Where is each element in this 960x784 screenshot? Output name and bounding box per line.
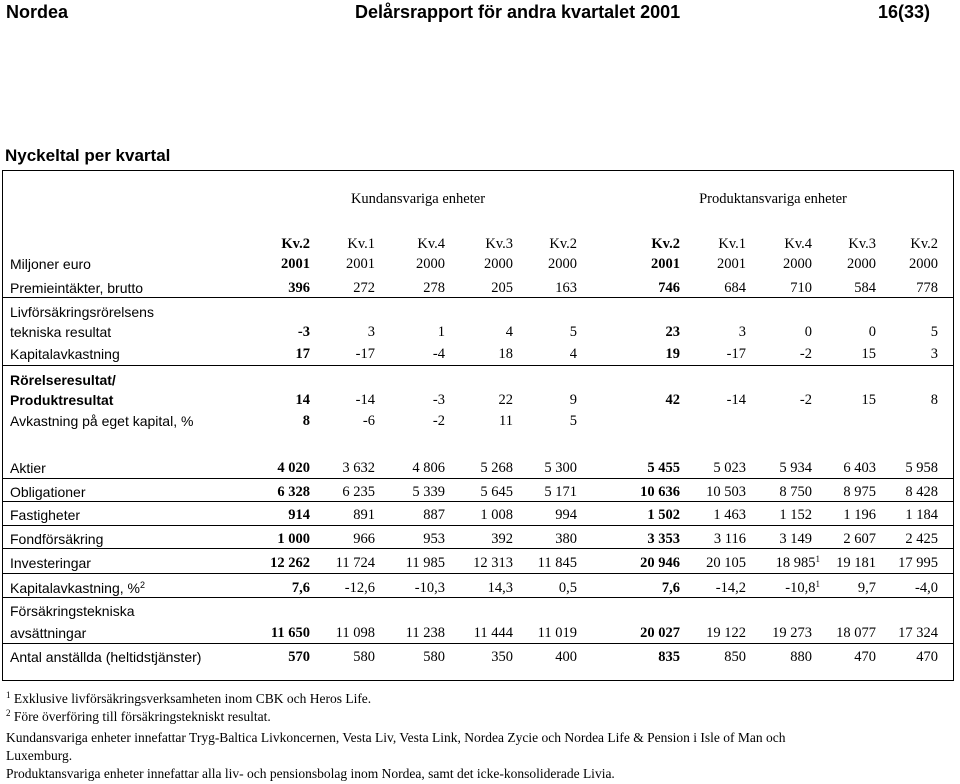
table-cell: 11 238 bbox=[405, 625, 445, 641]
table-cell: 8 750 bbox=[779, 484, 812, 500]
row-divider bbox=[2, 478, 954, 479]
table-cell: 12 262 bbox=[270, 555, 310, 571]
footnote-mark: 1 bbox=[815, 579, 820, 589]
unit-label: Miljoner euro bbox=[10, 256, 91, 272]
table-cell: 350 bbox=[491, 649, 513, 665]
table-cell: 1 152 bbox=[779, 507, 812, 523]
table-cell: 205 bbox=[491, 280, 513, 296]
table-cell: 5 339 bbox=[412, 484, 445, 500]
group-header-produktansvariga: Produktansvariga enheter bbox=[699, 191, 847, 207]
column-header-quarter: Kv.1 bbox=[718, 236, 746, 252]
table-cell: -14 bbox=[726, 392, 746, 408]
table-cell: 3 bbox=[738, 324, 746, 340]
table-cell: 1 000 bbox=[277, 531, 310, 547]
report-title: Delårsrapport för andra kvartalet 2001 bbox=[355, 2, 681, 22]
table-cell: 8 428 bbox=[905, 484, 938, 500]
table-cell: 380 bbox=[555, 531, 577, 547]
table-cell: 880 bbox=[790, 649, 812, 665]
table-cell: 684 bbox=[724, 280, 746, 296]
table-cell: -2 bbox=[799, 346, 812, 362]
column-header-quarter: Kv.2 bbox=[910, 236, 938, 252]
table-cell: 19 273 bbox=[772, 625, 812, 641]
row-divider bbox=[2, 365, 954, 366]
table-cell: 2 607 bbox=[843, 531, 876, 547]
table-cell: 14,3 bbox=[487, 580, 513, 596]
column-header-year: 2000 bbox=[484, 256, 513, 272]
footnote-mark: 1 bbox=[6, 690, 11, 700]
cell-value: -10,8 bbox=[785, 580, 816, 596]
row-label-text: Kapitalavkastning, % bbox=[10, 580, 140, 596]
row-label: Antal anställda (heltidstjänster) bbox=[10, 649, 202, 665]
table-cell: -2 bbox=[799, 392, 812, 408]
table-cell: 11 019 bbox=[537, 625, 577, 641]
cell-value: 18 985 bbox=[775, 555, 816, 571]
table-cell: 580 bbox=[423, 649, 445, 665]
row-label: tekniska resultat bbox=[10, 324, 112, 340]
table-cell: 470 bbox=[916, 649, 938, 665]
table-cell: 1 463 bbox=[713, 507, 746, 523]
table-cell: 6 235 bbox=[342, 484, 375, 500]
footnote-mark: 2 bbox=[6, 708, 11, 718]
table-cell: 4 bbox=[505, 324, 513, 340]
table-cell: 710 bbox=[790, 280, 812, 296]
column-header-year: 2001 bbox=[281, 256, 310, 272]
table-cell: 994 bbox=[555, 507, 577, 523]
table-cell: 5 300 bbox=[544, 460, 577, 476]
table-cell: 4 020 bbox=[277, 460, 310, 476]
table-cell: 11 bbox=[499, 413, 513, 429]
table-cell: 778 bbox=[916, 280, 938, 296]
table-cell: 11 650 bbox=[270, 625, 310, 641]
table-cell: 5 268 bbox=[480, 460, 513, 476]
row-divider bbox=[2, 525, 954, 526]
table-cell: 18 077 bbox=[836, 625, 876, 641]
table-cell: 3 632 bbox=[342, 460, 375, 476]
table-cell: 891 bbox=[353, 507, 375, 523]
table-cell: -4 bbox=[432, 346, 445, 362]
table-cell: 470 bbox=[854, 649, 876, 665]
table-cell: 11 985 bbox=[405, 555, 445, 571]
table-cell: 3 149 bbox=[779, 531, 812, 547]
table-cell: 11 444 bbox=[473, 625, 513, 641]
table-cell: -6 bbox=[362, 413, 375, 429]
column-header-quarter: Kv.4 bbox=[417, 236, 445, 252]
column-header-quarter: Kv.2 bbox=[651, 236, 680, 252]
table-cell: 17 bbox=[295, 346, 310, 362]
row-label bbox=[10, 579, 145, 597]
table-cell: 0 bbox=[804, 324, 812, 340]
table-cell: 9 bbox=[569, 392, 577, 408]
row-label: Rörelseresultat/ bbox=[10, 372, 116, 388]
table-cell: 887 bbox=[423, 507, 445, 523]
table-cell: 5 645 bbox=[480, 484, 513, 500]
row-divider bbox=[2, 573, 954, 574]
row-label: Produktresultat bbox=[10, 392, 114, 408]
table-cell: -3 bbox=[297, 324, 310, 340]
row-label: avsättningar bbox=[10, 625, 87, 641]
table-cell: 1 184 bbox=[905, 507, 938, 523]
table-cell: 8 bbox=[930, 392, 938, 408]
page-number: 16(33) bbox=[878, 2, 931, 22]
table-cell: 1 196 bbox=[843, 507, 876, 523]
table-cell: 17 995 bbox=[898, 555, 938, 571]
footnote-2 bbox=[6, 708, 271, 725]
column-header-quarter: Kv.2 bbox=[281, 236, 310, 252]
table-cell: 10 503 bbox=[706, 484, 746, 500]
table-cell: 4 806 bbox=[412, 460, 445, 476]
row-label: Livförsäkringsrörelsens bbox=[10, 304, 154, 320]
table-cell: 953 bbox=[423, 531, 445, 547]
table-cell: 272 bbox=[353, 280, 375, 296]
table-cell: 580 bbox=[353, 649, 375, 665]
table-cell: 835 bbox=[658, 649, 680, 665]
table-cell: 14 bbox=[295, 392, 310, 408]
table-cell: 10 636 bbox=[640, 484, 680, 500]
column-header-quarter: Kv.1 bbox=[347, 236, 375, 252]
table-cell: 6 328 bbox=[277, 484, 310, 500]
table-cell: 5 455 bbox=[647, 460, 680, 476]
table-cell: 20 027 bbox=[640, 625, 680, 641]
table-cell: 8 bbox=[302, 413, 310, 429]
row-label: Premieintäkter, brutto bbox=[10, 280, 144, 296]
table-cell: 9,7 bbox=[857, 580, 876, 596]
table-cell: 22 bbox=[498, 392, 513, 408]
section-title: Nyckeltal per kvartal bbox=[5, 146, 171, 165]
footnote-text: Före överföring till försäkringstekniskt resultat. bbox=[13, 709, 271, 724]
table-cell: 278 bbox=[423, 280, 445, 296]
table-cell: 1 502 bbox=[647, 507, 680, 523]
column-header-year: 2000 bbox=[416, 256, 445, 272]
table-cell: 23 bbox=[665, 324, 680, 340]
table-cell: -17 bbox=[355, 346, 375, 362]
table-cell: 7,6 bbox=[661, 580, 680, 596]
table-cell: 11 098 bbox=[335, 625, 375, 641]
table-cell: 20 946 bbox=[640, 555, 680, 571]
table-cell: 0,5 bbox=[558, 580, 577, 596]
table-cell: -2 bbox=[432, 413, 445, 429]
row-divider bbox=[2, 643, 954, 644]
table-cell: 12 313 bbox=[473, 555, 513, 571]
column-header-year: 2001 bbox=[651, 256, 680, 272]
table-cell: 11 724 bbox=[335, 555, 375, 571]
column-header-year: 2001 bbox=[717, 256, 746, 272]
row-label: Fastigheter bbox=[10, 507, 81, 523]
row-label: Försäkringstekniska bbox=[10, 603, 135, 619]
row-divider bbox=[2, 501, 954, 502]
table-cell: 19 bbox=[665, 346, 680, 362]
table-cell: 1 008 bbox=[480, 507, 513, 523]
table-cell: 966 bbox=[353, 531, 375, 547]
row-divider bbox=[2, 548, 954, 549]
table-cell: 396 bbox=[288, 280, 310, 296]
table-cell: -17 bbox=[726, 346, 746, 362]
column-header-year: 2000 bbox=[548, 256, 577, 272]
table-cell: -10,3 bbox=[414, 580, 445, 596]
table-cell: 3 bbox=[367, 324, 375, 340]
table-cell: 584 bbox=[854, 280, 876, 296]
table-cell: 17 324 bbox=[898, 625, 938, 641]
page-header bbox=[0, 0, 960, 24]
table-cell: 5 934 bbox=[779, 460, 812, 476]
column-header-quarter: Kv.4 bbox=[784, 236, 812, 252]
column-header-year: 2000 bbox=[783, 256, 812, 272]
row-divider bbox=[2, 297, 954, 298]
table-cell: 5 bbox=[569, 324, 577, 340]
table-cell: 3 bbox=[930, 346, 938, 362]
table-cell: 19 122 bbox=[706, 625, 746, 641]
row-label: Avkastning på eget kapital, % bbox=[10, 413, 194, 429]
table-cell: 850 bbox=[724, 649, 746, 665]
table-cell: -3 bbox=[432, 392, 445, 408]
row-label: Obligationer bbox=[10, 484, 86, 500]
table-cell: 3 116 bbox=[713, 531, 746, 547]
column-header-quarter: Kv.2 bbox=[549, 236, 577, 252]
table-cell: 15 bbox=[861, 392, 876, 408]
table-cell: -12,6 bbox=[344, 580, 375, 596]
table-cell: 5 bbox=[569, 413, 577, 429]
table-cell: 7,6 bbox=[291, 580, 310, 596]
column-header-quarter: Kv.3 bbox=[485, 236, 513, 252]
footnote-1 bbox=[6, 690, 371, 707]
row-label: Fondförsäkring bbox=[10, 531, 104, 547]
table-cell: 6 403 bbox=[843, 460, 876, 476]
table-cell: 5 171 bbox=[544, 484, 577, 500]
table-cell: 746 bbox=[658, 280, 680, 296]
table-cell: 5 bbox=[930, 324, 938, 340]
note-kundansvariga-cont: Luxemburg. bbox=[6, 748, 73, 763]
table-cell: 914 bbox=[288, 507, 310, 523]
column-header-year: 2000 bbox=[909, 256, 938, 272]
table-cell: 163 bbox=[555, 280, 577, 296]
note-kundansvariga: Kundansvariga enheter innefattar Tryg-Baltica Livkoncernen, Vesta Liv, Vesta Link, Nordea Zycie och Nordea Life & Pension i Isle of Man och bbox=[6, 730, 786, 745]
table-cell: 3 353 bbox=[647, 531, 680, 547]
table-cell: -4,0 bbox=[915, 580, 938, 596]
table-cell: 20 105 bbox=[706, 555, 746, 571]
table-cell: 4 bbox=[569, 346, 577, 362]
footnote-mark: 1 bbox=[815, 554, 820, 564]
table-cell: 42 bbox=[665, 392, 680, 408]
table-cell: -14,2 bbox=[715, 580, 746, 596]
table-cell: 5 023 bbox=[713, 460, 746, 476]
column-header-year: 2000 bbox=[847, 256, 876, 272]
column-header-quarter: Kv.3 bbox=[848, 236, 876, 252]
table-cell: 8 975 bbox=[843, 484, 876, 500]
table-cell: -14 bbox=[355, 392, 375, 408]
table-cell: 400 bbox=[555, 649, 577, 665]
table-cell: 2 425 bbox=[905, 531, 938, 547]
group-header-kundansvariga: Kundansvariga enheter bbox=[350, 191, 486, 207]
row-label: Kapitalavkastning bbox=[10, 346, 120, 362]
note-produktansvariga: Produktansvariga enheter innefattar alla liv- och pensionsbolag inom Nordea, samt det icke-konsoliderade Livia. bbox=[6, 766, 615, 781]
table-cell: 18 bbox=[498, 346, 513, 362]
row-label: Investeringar bbox=[10, 555, 91, 571]
table-cell: 19 181 bbox=[836, 555, 876, 571]
table-cell: 570 bbox=[288, 649, 310, 665]
company-name: Nordea bbox=[6, 2, 69, 22]
table-cell: 11 845 bbox=[537, 555, 577, 571]
column-header-year: 2001 bbox=[346, 256, 375, 272]
table-cell: 392 bbox=[491, 531, 513, 547]
row-label: Aktier bbox=[10, 460, 46, 476]
table-cell: 15 bbox=[861, 346, 876, 362]
table-cell: 5 958 bbox=[905, 460, 938, 476]
footnote-mark: 2 bbox=[139, 580, 145, 590]
row-divider bbox=[2, 597, 954, 598]
footnote-text: Exklusive livförsäkringsverksamheten inom CBK och Heros Life. bbox=[13, 691, 372, 706]
table-cell: 1 bbox=[437, 324, 445, 340]
table-cell: 0 bbox=[868, 324, 876, 340]
